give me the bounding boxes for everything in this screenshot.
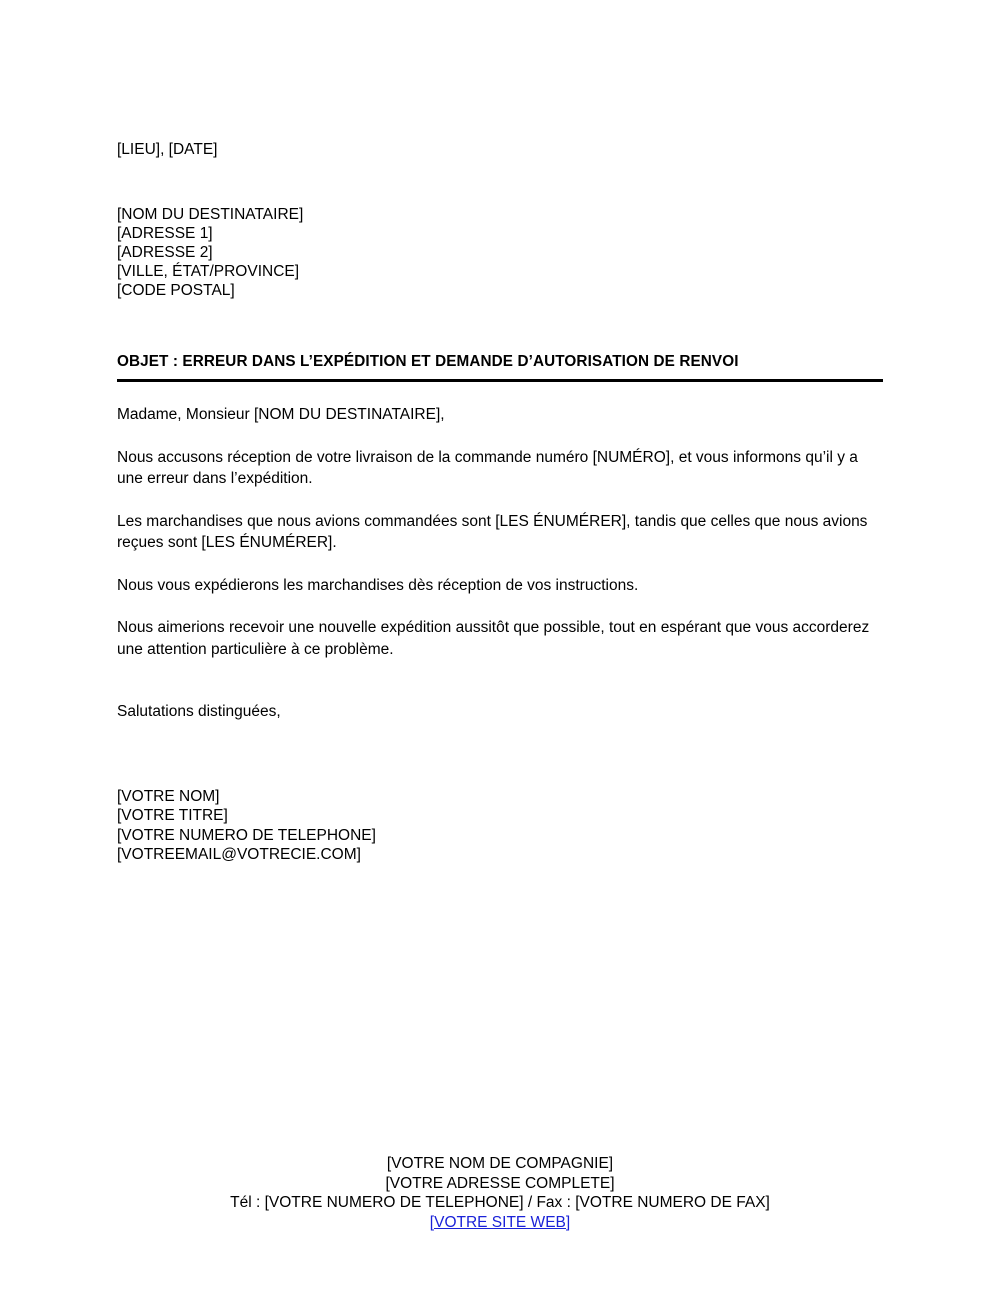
signature-email: [VOTREEMAIL@VOTRECIE.COM]: [117, 846, 361, 864]
footer-website-line: [0, 1213, 1000, 1233]
spacer-signature: [117, 721, 883, 787]
spacer-after-address: [117, 300, 883, 352]
footer-phone-fax: Tél : [VOTRE NUMERO DE TELEPHONE] / Fax : [VOTRE NUMERO DE FAX]: [230, 1194, 770, 1211]
paragraph-2: Les marchandises que nous avions commandées sont [LES ÉNUMÉRER], tandis que celles que nous avions reçues sont [LES ÉNUMÉRER].: [117, 512, 868, 551]
paragraph-4: Nous aimerions recevoir une nouvelle expédition aussitôt que possible, tout en espérant que vous accorderez une attention particulière à ce problème.: [117, 619, 870, 658]
recipient-name: [NOM DU DESTINATAIRE]: [117, 206, 304, 223]
footer-address: [VOTRE ADRESSE COMPLETE]: [385, 1174, 615, 1192]
paragraph-1: Nous accusons réception de votre livraison de la commande numéro [NUMÉRO], et vous informons qu’il y a une erreur dans l’expédition.: [117, 448, 858, 487]
recipient-address-1: [ADRESSE 1]: [117, 225, 213, 242]
recipient-address-block: [117, 205, 883, 300]
recipient-postal-code: [CODE POSTAL]: [117, 282, 235, 299]
closing-line: Salutations distinguées,: [117, 703, 281, 720]
signature-block: [117, 787, 883, 865]
recipient-city-state: [VILLE, ÉTAT/PROVINCE]: [117, 263, 300, 280]
spacer-before-closing: [117, 681, 883, 702]
footer-website-link[interactable]: [VOTRE SITE WEB]: [429, 1213, 571, 1231]
spacer-after-divider: [117, 382, 883, 404]
letter-body: [117, 140, 883, 865]
date-line: [LIEU], [DATE]: [117, 141, 218, 158]
signature-phone: [VOTRE NUMERO DE TELEPHONE]: [117, 826, 376, 844]
page-footer: [0, 1154, 1000, 1232]
paragraph-3: Nous vous expédierons les marchandises dès réception de vos instructions.: [117, 576, 639, 594]
spacer-after-date: [117, 159, 883, 205]
subject-line: OBJET : ERREUR DANS L’EXPÉDITION ET DEMANDE D’AUTORISATION DE RENVOI: [117, 353, 739, 370]
signature-name: [VOTRE NOM]: [117, 788, 220, 805]
recipient-address-2: [ADRESSE 2]: [117, 244, 213, 261]
signature-title: [VOTRE TITRE]: [117, 807, 228, 825]
footer-company-name: [VOTRE NOM DE COMPAGNIE]: [386, 1155, 614, 1172]
salutation: Madame, Monsieur [NOM DU DESTINATAIRE],: [117, 406, 445, 423]
